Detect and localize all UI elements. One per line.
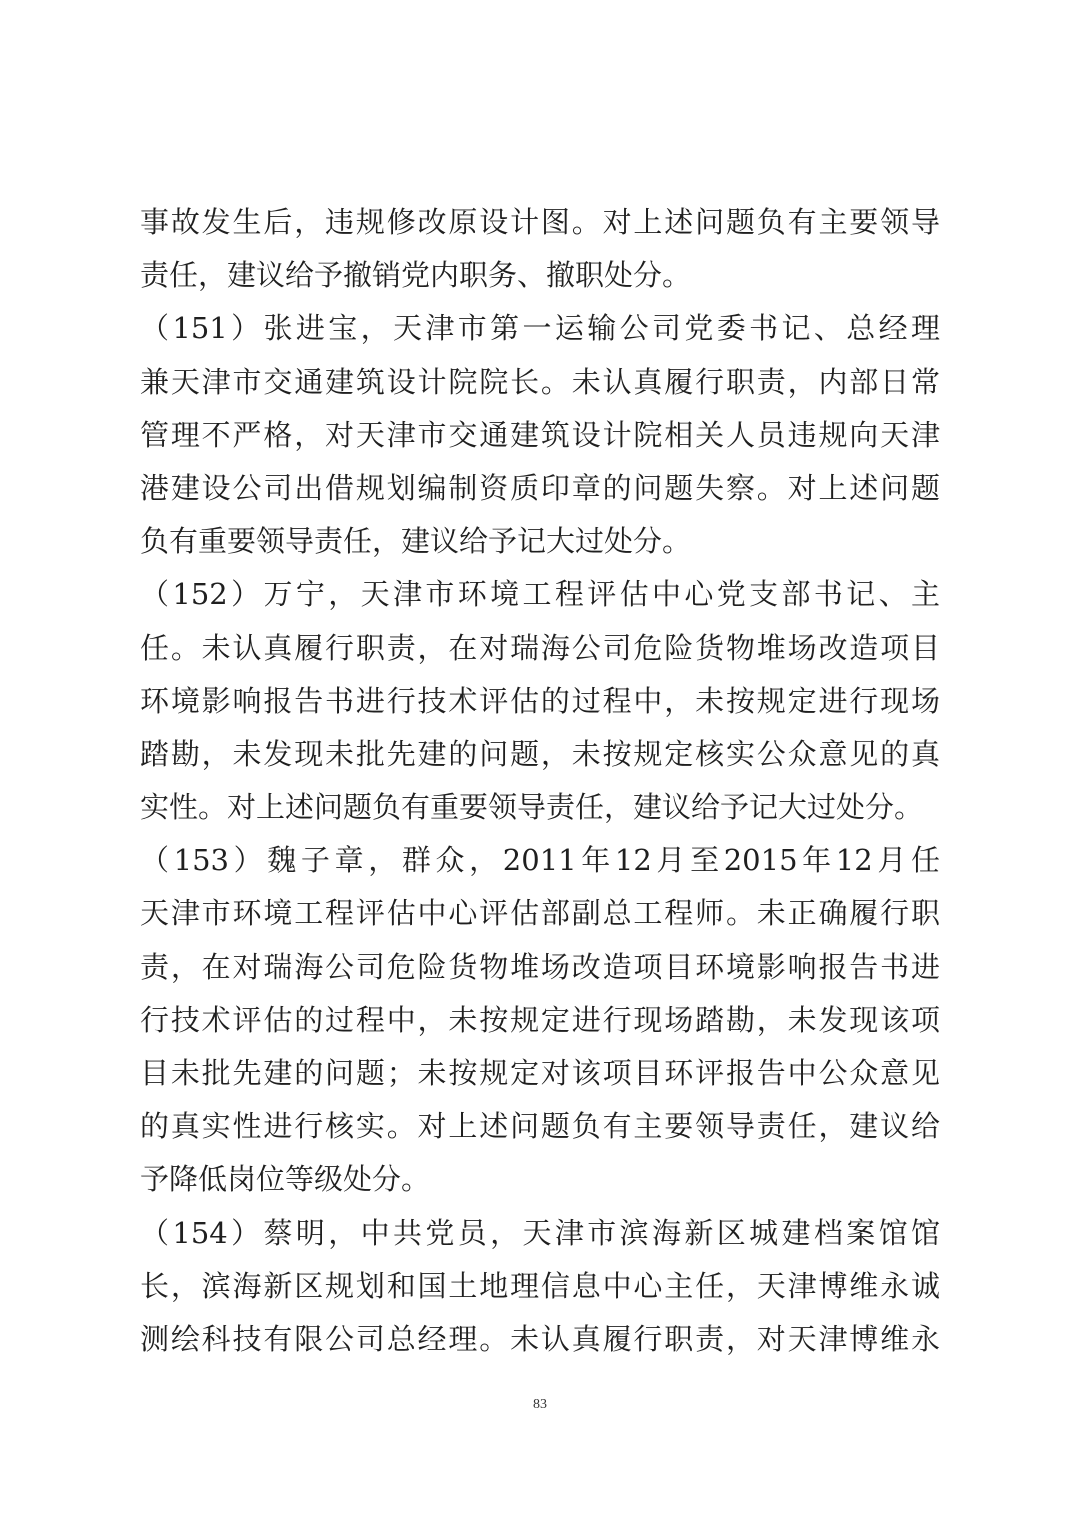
text-line-7: 负有重要领导责任，建议给予记大过处分。 <box>140 524 692 559</box>
text-line-9: 任。未认真履行职责，在对瑞海公司危险货物堆场改造项目 <box>140 630 940 665</box>
text-line-8: （152）万宁，天津市环境工程评估中心党支部书记、主 <box>140 577 940 612</box>
text-line-21: 长，滨海新区规划和国土地理信息中心主任，天津博维永诚 <box>140 1268 940 1303</box>
text-line-15: 责，在对瑞海公司危险货物堆场改造项目环境影响报告书进 <box>140 949 940 984</box>
text-line-14: 天津市环境工程评估中心评估部副总工程师。未正确履行职 <box>140 896 940 931</box>
text-line-12: 实性。对上述问题负有重要领导责任，建议给予记大过处分。 <box>140 790 924 825</box>
text-line-4: 兼天津市交通建筑设计院院长。未认真履行职责，内部日常 <box>140 364 940 399</box>
text-line-3: （151）张进宝，天津市第一运输公司党委书记、总经理 <box>140 311 940 346</box>
text-line-18: 的真实性进行核实。对上述问题负有主要领导责任，建议给 <box>140 1109 940 1144</box>
text-line-6: 港建设公司出借规划编制资质印章的问题失察。对上述问题 <box>140 470 940 505</box>
page-number: 83 <box>533 1397 547 1412</box>
text-line-13: （153）魏子章，群众，2011年12月至2015年12月任 <box>140 843 940 878</box>
text-line-16: 行技术评估的过程中，未按规定进行现场踏勘，未发现该项 <box>140 1002 940 1037</box>
text-line-10: 环境影响报告书进行技术评估的过程中，未按规定进行现场 <box>140 683 940 718</box>
body-text <box>140 196 940 1366</box>
text-line-1: 事故发生后，违规修改原设计图。对上述问题负有主要领导 <box>140 205 940 239</box>
text-line-20: （154）蔡明，中共党员，天津市滨海新区城建档案馆馆 <box>140 1215 940 1250</box>
text-line-19: 予降低岗位等级处分。 <box>140 1162 431 1197</box>
text-line-17: 目未批先建的问题；未按规定对该项目环评报告中公众意见 <box>140 1056 940 1090</box>
text-line-2: 责任，建议给予撤销党内职务、撤职处分。 <box>140 258 692 293</box>
text-line-22: 测绘科技有限公司总经理。未认真履行职责，对天津博维永 <box>140 1321 940 1356</box>
text-line-5: 管理不严格，对天津市交通建筑设计院相关人员违规向天津 <box>140 417 940 452</box>
text-line-11: 踏勘，未发现未批先建的问题，未按规定核实公众意见的真 <box>140 736 940 771</box>
